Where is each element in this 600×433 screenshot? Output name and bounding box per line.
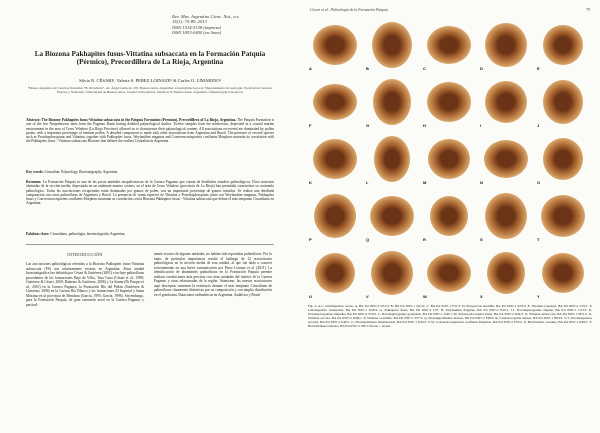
- plate-specimen: [479, 75, 533, 129]
- plate-specimen: [536, 189, 590, 243]
- plate-specimen-label: B: [366, 66, 369, 71]
- section-divider: [26, 244, 274, 245]
- plate-specimen-label: E: [537, 66, 540, 71]
- plate-specimen-label: Q: [366, 237, 370, 242]
- pollen-grain-image: [427, 26, 471, 64]
- abstract-english-text: The Patquía Formation is one of the few Neopaleozoic units from the Paganzo Basin having detailed palynological studies. Twelve samples from the midsection, deposited in a coastal marine environment in the area of Cerro Veladero (La Rioja Province) allowed us to characterize their palynological content. All associations recovered are dominated by pollen grains, with a important percentage of taeniate pollen. A detailed comparison is made with other associations from Argentina and Brazil. The presence of several species such as Protohaploxypinus and Vittatina, together with Pakhapites fusus, Weylandites magmus and Converrucosisporites confluens Morphon sustentia its correlation with the Pakhapites fusus - Vittatina subsaccata Biozone that defines the earliest Cisuralian in Argentina.: [26, 118, 274, 144]
- plate-specimen: [365, 246, 419, 300]
- plate-specimen: [308, 18, 362, 72]
- section-heading-introduction: INTRODUCCIÓN: [67, 252, 103, 257]
- plate-specimen-label: J: [537, 123, 540, 128]
- pollen-grain-image: [374, 136, 410, 182]
- abstract-spanish-text: La Formación Patquía es una de las pocas unidades neopaleozoicas de la Cuenca Paganzo que cuenta de detallados estudios palinológicos. Doce muestras obtenidas de la sección media, depositada en un ambiente marino costero, en el área de Cerro Veladero (provincia de La Rioja) han permitido caracterizar su contenido palinológico. Todas las asociaciones recuperadas están dominadas por granos de polen, con un importante porcentaje de granos teniados. Se realiza una detallada comparación con otras palinofloras de Argentina y Brasil. La presencia de varias especies de Vittatina y Protohaploxypinus junto con Weylandites magmus, Pakhapites fusus y Converrucosisporites confluens Morphon sustentan su correlación con la Biozona Pakhapites fusus - Vittatina subsaccata que define el más temprano Cisuraliano en Argentina.: [26, 180, 274, 206]
- paper-authors: Silvia N. CÉSARI¹, Valeria S. PEREZ LOINAZE² & Carlos O. LIMARINO³: [79, 78, 221, 83]
- plate-specimen: [479, 132, 533, 186]
- pollen-grain-image: [485, 81, 527, 123]
- pollen-grain-image: [373, 79, 411, 125]
- plate-specimen: [365, 75, 419, 129]
- plate-specimen-label: Y: [537, 294, 540, 299]
- pollen-grain-image: [372, 22, 412, 68]
- figure-caption: Fig. 4. A-C, Limitisporites rectus, A, BA Pal 6597-2 N51/3; B, BA Pal 6591-1 Q51/2; C, BA Pal 6597-1 Y51/3. D, Platysaccus leschikii, BA Pal 6597-1 X53/4. E, Striatites jaspaleyi, BA Pal 6597-2 V55/1. F, Lunatisporites variesectus, BA Pal 6597-1 X56/4. G, Pakhapites fusus, BA Pal 6597-2 T47. H, Weylandites magmus, BA Pal 6597-2 E45/1. I-J, Protohaploxypinus amplus, BA Pal 6597-1 L53/3. K, Protohaploxypinus limpidus, BA Pal 6597-2 S50/4. L, Protohaploxypinus goraiensis, BA Pal 6597-1 X45/1. M, Striatopodocarpites fusus, BA Pal 6597-2 N44/3. N, Vittatina subsaccata, BA Pal 6597-1 M51/2. O, Vittatina saccata, BA Pal 6597-2 W46/1. P, Vittatina costabilis, BA Pal 6597-1 T57/3. Q, Marsupipollenites striatus, BA Pal 6597-2 P49/4. R, Cannanoropollis densus, BA Pal 6597-1 H54/2. S-T, Potonieisporites novicus, BA Pal 6597-2 K48/1. U, Plicatipollenites malabarensis, BA Pal 6597-1 D52/3. V-W, Converrucosisporites confluens Morphon, BA Pal 6597-2 F55/2. X, Brevitriletes cornutus, BA Pal 6597-1 R49/1. Y, Horriditriletes ramosus, BA Pal 6597-2 J56/3. Escala = 10 μm.: [308, 304, 592, 328]
- plate-specimen: [536, 18, 590, 72]
- paper-title: La Biozona Pakhapites fusus-Vittatina subsaccata en la Formación Patquía (Pérmico), Precordillera de La Rioja, Argentina: [34, 50, 266, 67]
- journal-issn-online: ISSN 1853-0400 (en línea): [172, 30, 222, 36]
- plate-specimen: [365, 18, 419, 72]
- intro-column-2: mente escasos de algunas unidades, no habían sido reportadas palinofloras. Por lo tanto, de particular importancia resultó el hallazgo de 12 asociaciones palinológicas en la sección media de esta unidad, al que fue dado a conocer recientemente en una breve comunicación por Perez Loinaze et al. (2011). La identificación de abundantes palinofloras en la Formación Patquía permite realizar correlaciones más precisas con otras unidades del interior de la Cuenca Paganzo y otras relacionadas de la región. Asimismo, las nuevas asociaciones aquí descriptas sustentan la existencia durante el más temprano Cisuraliano de palinofloras claramente distintivas por su composición y con amplia distribución en el gondwana. Dataciones radimétricas en Argentina, Sudáfrica y Brasil: [154, 252, 272, 297]
- pollen-grain-image: [314, 194, 356, 238]
- plate-specimen: [479, 18, 533, 72]
- pollen-plate: [308, 18, 592, 304]
- plate-specimen: [308, 75, 362, 129]
- keywords-english: [26, 170, 274, 174]
- plate-specimen-label: T: [537, 237, 540, 242]
- keywords-spanish-text: Cisuraliano, palinología, bioestratigrafía, Argentina.: [50, 232, 126, 236]
- keywords-english-text: Cisuralian, Palynology, Biostratigraphy, Argentina.: [44, 170, 119, 174]
- intro-column-1: Las asociaciones palinológicas referidas a la Biozona Pakhapites fusus-Vittatina subsaccata (FS) son relativamente escasas en Argentina. Estas unidad bioestratigráfica fue definida por Césari & Gutiérrez (2001) e incluye palinofloras procedentes de las formaciones Bajo de Véliz, Tasa Cuna (Césari et al., 1998; Gutiérrez & Césari, 2000; Balarino & Gutiérrez, 2006) y La Sauna (Di Pasquo et al., 2010) en la Cuenca Paganzo, la Formación Río del Peñón (Gutiérrez & Limarino, 2006) en la Cuenca Río Blanco y las formaciones El Imperial y Santa Máxima en la provincia de Mendoza (García, 1995; García, 1996). Sin embargo, para la Formación Patquía, de gran extensión areal en la Cuenca Paganzo y particul-: [26, 262, 144, 307]
- plate-specimen: [365, 132, 419, 186]
- plate-specimen-label: A: [309, 66, 312, 71]
- paper-affiliations: ¹Museo Argentino de Ciencias Naturales "B. Rivadavia", Av. Ángel Gallardo 470, Buenos Aires, Argentina; scesari@macn.gov.ar ²Departamento de Geología, Facultad de Ciencias Exactas y Naturales, Universidad de Buenos Aires, Ciudad Universitaria, Pabellón II, Buenos Aires, Argentina; climarino@gl.fcen.uba.ar: [27, 86, 272, 95]
- pollen-grain-image: [543, 138, 583, 180]
- pollen-grain-image: [427, 254, 471, 292]
- plate-specimen-label: V: [366, 294, 369, 299]
- pollen-grain-image: [541, 195, 585, 237]
- plate-specimen-label: N: [480, 180, 483, 185]
- plate-specimen-label: S: [480, 237, 483, 242]
- pollen-grain-image: [485, 193, 527, 239]
- pollen-grain-image: [543, 80, 583, 124]
- pollen-grain-image: [543, 25, 583, 65]
- running-head-text: Césari et al.: Palinología de la Formación Patquía: [310, 8, 389, 12]
- pollen-grain-image: [542, 253, 584, 293]
- right-page: [300, 0, 600, 433]
- pollen-grain-image: [313, 25, 357, 65]
- pollen-grain-image: [371, 251, 413, 295]
- plate-specimen-label: D: [480, 66, 483, 71]
- journal-info: [172, 14, 240, 36]
- plate-specimen-label: H: [423, 123, 426, 128]
- pollen-grain-image: [487, 252, 525, 294]
- pollen-grain-image: [484, 140, 528, 178]
- plate-specimen-label: R: [423, 237, 426, 242]
- plate-specimen-label: C: [423, 66, 426, 71]
- running-head: [310, 8, 590, 12]
- plate-specimen-label: I: [480, 123, 482, 128]
- plate-specimen-label: X: [480, 294, 483, 299]
- plate-specimen: [365, 189, 419, 243]
- journal-volume: 15(1): 75-89, 2013: [172, 19, 207, 25]
- pollen-grain-image: [427, 82, 471, 122]
- abstract-english-label: Abstract: The Biozone Pakhapites fusus-Vittatina subsaccata in the Patquía Formation (Permian), Precordillera of La Rioja, Argentina.: [26, 118, 237, 122]
- plate-specimen-label: L: [366, 180, 369, 185]
- abstract-spanish-label: Resumen:: [26, 180, 42, 184]
- pollen-grain-image: [430, 196, 468, 236]
- page-number: 79: [586, 8, 590, 12]
- plate-specimen-label: U: [309, 294, 312, 299]
- pollen-grain-image: [315, 253, 355, 293]
- keywords-english-label: Key words:: [26, 170, 44, 174]
- plate-specimen: [308, 189, 362, 243]
- plate-specimen-label: O: [537, 180, 541, 185]
- pollen-grain-image: [313, 139, 357, 179]
- plate-specimen: [422, 75, 476, 129]
- plate-specimen: [422, 132, 476, 186]
- plate-specimen: [479, 246, 533, 300]
- pollen-grain-image: [428, 139, 470, 179]
- plate-specimen: [422, 246, 476, 300]
- plate-specimen: [422, 189, 476, 243]
- plate-specimen-label: F: [309, 123, 312, 128]
- plate-specimen-label: M: [423, 180, 427, 185]
- plate-specimen: [479, 189, 533, 243]
- plate-specimen-label: P: [309, 237, 312, 242]
- plate-specimen-label: K: [309, 180, 312, 185]
- plate-specimen: [536, 246, 590, 300]
- plate-specimen-label: G: [366, 123, 370, 128]
- abstract-english: [26, 118, 274, 144]
- keywords-spanish: [26, 232, 274, 236]
- plate-specimen: [536, 75, 590, 129]
- plate-specimen: [422, 18, 476, 72]
- journal-issn-print: ISSN 1514-5158 (impresa): [172, 24, 222, 30]
- journal-name: Rev. Mus. Argentino Cienc. Nat., n.s.: [172, 14, 240, 19]
- plate-specimen: [536, 132, 590, 186]
- pollen-grain-image: [370, 196, 414, 236]
- plate-specimen-label: W: [423, 294, 427, 299]
- plate-specimen: [308, 132, 362, 186]
- abstract-spanish: [26, 180, 274, 206]
- plate-specimen: [308, 246, 362, 300]
- keywords-spanish-label: Palabras clave:: [26, 232, 50, 236]
- pollen-grain-image: [485, 23, 527, 67]
- pollen-grain-image: [313, 84, 357, 120]
